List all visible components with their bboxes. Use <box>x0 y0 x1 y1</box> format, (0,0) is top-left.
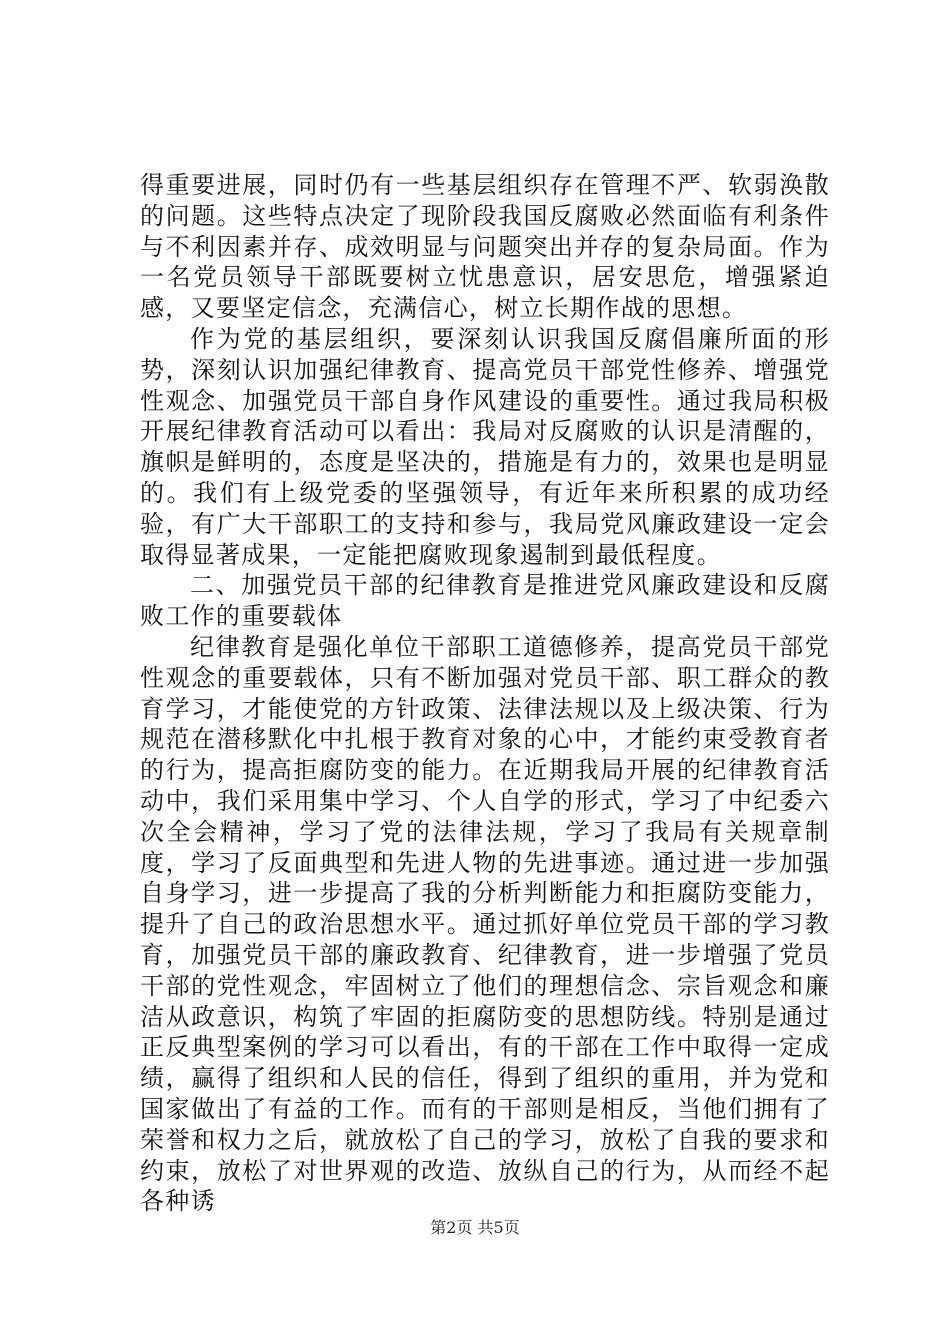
section-heading-two: 二、加强党员干部的纪律教育是推进党风廉政建设和反腐败工作的重要载体 <box>140 571 830 631</box>
paragraph-continuation: 得重要进展，同时仍有一些基层组织存在管理不严、软弱涣散的问题。这些特点决定了现阶段我国反腐败必然面临有利条件与不利因素并存、成效明显与问题突出并存的复杂局面。作为一名党员领导干部既要树立忧患意识，居安思危，增强紧迫感，又要坚定信念，充满信心，树立长期作战的思想。 <box>140 171 830 323</box>
paragraph-discipline-education: 纪律教育是强化单位干部职工道德修养，提高党员干部党性观念的重要载体，只有不断加强对党员干部、职工群众的教育学习，才能使党的方针政策、法律法规以及上级决策、行为规范在潜移默化中扎根于教育对象的心中，才能约束受教育者的行为，提高拒腐防变的能力。在近期我局开展的纪律教育活动中，我们采用集中学习、个人自学的形式，学习了中纪委六次全会精神，学习了党的法律法规，学习了我局有关规章制度，学习了反面典型和先进人物的先进事迹。通过进一步加强自身学习，进一步提高了我的分析判断能力和拒腐防变能力，提升了自己的政治思想水平。通过抓好单位党员干部的学习教育，加强党员干部的廉政教育、纪律教育，进一步增强了党员干部的党性观念，牢固树立了他们的理想信念、宗旨观念和廉洁从政意识，构筑了牢固的拒腐防变的思想防线。特别是通过正反典型案例的学习可以看出，有的干部在工作中取得一定成绩，赢得了组织和人民的信任，得到了组织的重用，并为党和国家做出了有益的工作。而有的干部则是相反，当他们拥有了荣誉和权力之后，就放松了自己的学习，放松了自我的要求和约束，放松了对世界观的改造、放纵自己的行为，从而经不起各种诱 <box>140 632 830 1216</box>
document-body <box>140 170 830 1217</box>
paragraph-situation: 作为党的基层组织，要深刻认识我国反腐倡廉所面的形势，深刻认识加强纪律教育、提高党员干部党性修养、增强党性观念、加强党员干部自身作风建设的重要性。通过我局积极开展纪律教育活动可以看出：我局对反腐败的认识是清醒的，旗帜是鲜明的，态度是坚决的，措施是有力的，效果也是明显的。我们有上级党委的坚强领导，有近年来所积累的成功经验，有广大干部职工的支持和参与，我局党风廉政建设一定会取得显著成果，一定能把腐败现象遏制到最低程度。 <box>140 324 830 569</box>
page-number-footer: 第2页 共5页 <box>430 1218 520 1237</box>
